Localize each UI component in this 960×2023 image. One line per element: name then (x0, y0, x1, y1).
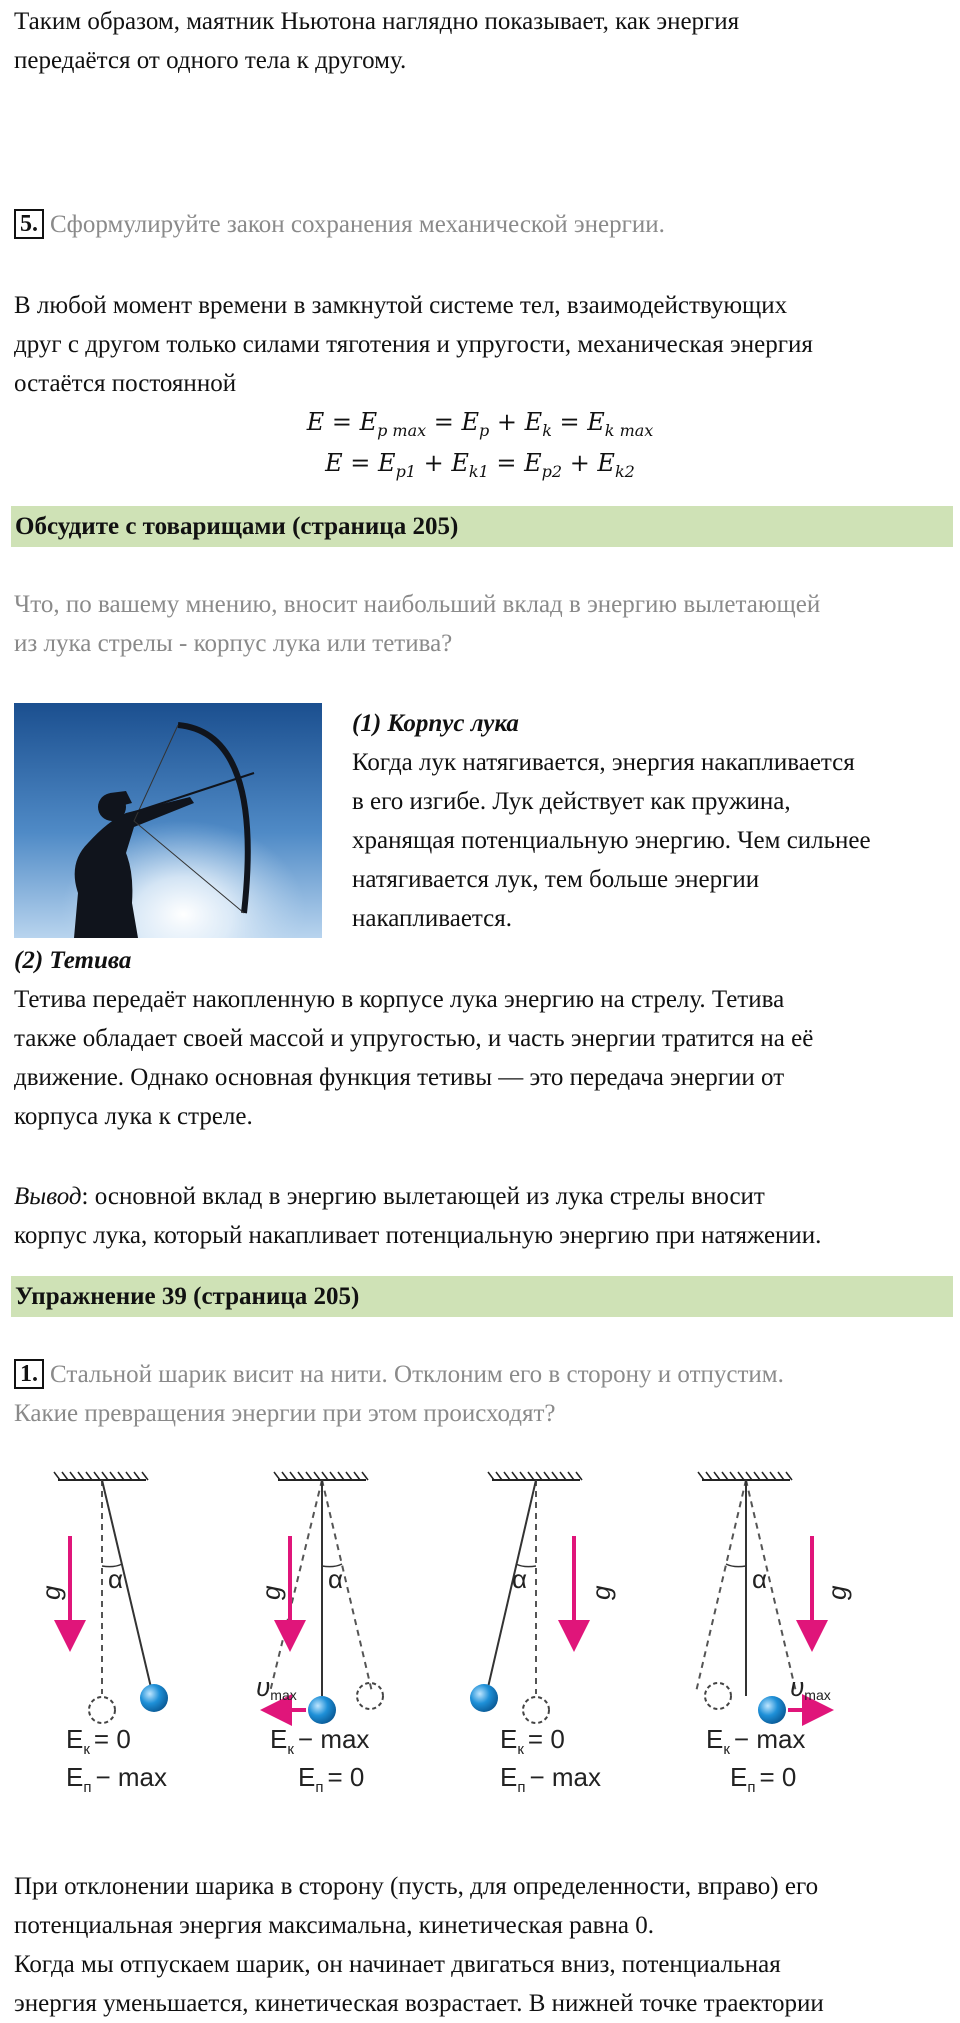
exercise-question-text: Стальной шарик висит на нити. Отклоним его в сторону и отпустим. (50, 1361, 784, 1388)
question-number: 1. (14, 1359, 44, 1389)
ep-label: $E_п - \max$ (66, 1762, 167, 1796)
part1-line: накапливается. (352, 905, 512, 932)
pendulum-panel-4 (696, 1472, 852, 1796)
discuss-question-line: из лука стрелы - корпус лука или тетива? (14, 630, 453, 657)
part2-title: (2) Тетива (14, 947, 132, 974)
velocity-label: υmax (256, 1672, 297, 1703)
ek-label: $E_к = 0$ (66, 1724, 131, 1758)
discuss-header: Обсудите с товарищами (страница 205) (11, 506, 953, 547)
part1-title: (1) Корпус лука (352, 710, 519, 737)
bottom-line: Когда мы отпускаем шарик, он начинает двигаться вниз, потенциальная (14, 1951, 781, 1978)
ep-label: $E_п = 0$ (298, 1762, 365, 1796)
part1-line: в его изгибе. Лук действует как пружина, (352, 788, 791, 815)
question-number: 5. (14, 209, 44, 239)
pendulum-panel-2 (256, 1472, 383, 1796)
exercise-question-line-2: Какие превращения энергии при этом происходят? (14, 1400, 556, 1427)
gravity-label: g (586, 1585, 616, 1600)
angle-label: α (512, 1564, 528, 1594)
velocity-label: υmax (790, 1672, 831, 1703)
ek-label: $E_к = 0$ (500, 1724, 565, 1758)
angle-label: α (108, 1564, 124, 1594)
exercise-header: Упражнение 39 (страница 205) (11, 1276, 953, 1317)
exercise-question-1 (14, 1355, 954, 1394)
conclusion-text: : основной вклад в энергию вылетающей из лука стрелы вносит (81, 1183, 765, 1210)
pendulum-panel-1 (36, 1472, 168, 1796)
gravity-label: g (822, 1585, 852, 1600)
question-5 (14, 205, 954, 244)
conclusion-label: Вывод (14, 1183, 82, 1210)
conclusion-line-2: корпус лука, который накапливает потенциальную энергию при натяжении. (14, 1222, 822, 1249)
archer-photo (14, 703, 322, 938)
pendulum-diagram (0, 1466, 960, 1826)
gravity-label: g (36, 1585, 66, 1600)
part2-line: движение. Однако основная функция тетивы — это передача энергии от (14, 1064, 785, 1091)
formula-2: $E = E_{p1} + E_{k1} = E_{p2} + E_{k2}$ (325, 449, 635, 481)
formula-1: $E = E_{p max} = E_p + E_k = E_{k max}$ (306, 408, 654, 440)
intro-line-1: Таким образом, маятник Ньютона наглядно показывает, как энергия (14, 8, 740, 35)
angle-label: α (328, 1564, 344, 1594)
bottom-line: При отклонении шарика в сторону (пусть, для определенности, вправо) его (14, 1873, 819, 1900)
ek-label: $E_к - \max$ (706, 1724, 806, 1758)
conclusion-line-1 (14, 1177, 954, 1216)
intro-line-2: передаётся от одного тела к другому. (14, 47, 407, 74)
ek-label: $E_к - \max$ (270, 1724, 370, 1758)
part2-line: также обладает своей массой и упругостью, и часть энергии тратится на её (14, 1025, 814, 1052)
answer-line: друг с другом только силами тяготения и упругости, механическая энергия (14, 331, 813, 358)
question-text: Сформулируйте закон сохранения механической энергии. (50, 211, 665, 238)
part1-line: натягивается лук, тем больше энергии (352, 866, 760, 893)
bottom-line: потенциальная энергия максимальна, кинетическая равна 0. (14, 1912, 654, 1939)
part2-line: корпуса лука к стреле. (14, 1103, 253, 1130)
answer-line: В любой момент времени в замкнутой системе тел, взаимодействующих (14, 292, 788, 319)
ep-label: $E_п - \max$ (500, 1762, 601, 1796)
answer-line: остаётся постоянной (14, 370, 237, 397)
part2-line: Тетива передаёт накопленную в корпусе лука энергию на стрелу. Тетива (14, 986, 785, 1013)
angle-label: α (752, 1564, 768, 1594)
discuss-question-line: Что, по вашему мнению, вносит наибольший вклад в энергию вылетающей (14, 591, 821, 618)
bottom-line: энергия уменьшается, кинетическая возрастает. В нижней точке траектории (14, 1990, 824, 2017)
ep-label: $E_п = 0$ (730, 1762, 797, 1796)
gravity-label: g (256, 1585, 286, 1600)
part1-line: хранящая потенциальную энергию. Чем сильнее (352, 827, 871, 854)
part1-line: Когда лук натягивается, энергия накапливается (352, 749, 855, 776)
pendulum-panel-3 (470, 1472, 616, 1796)
